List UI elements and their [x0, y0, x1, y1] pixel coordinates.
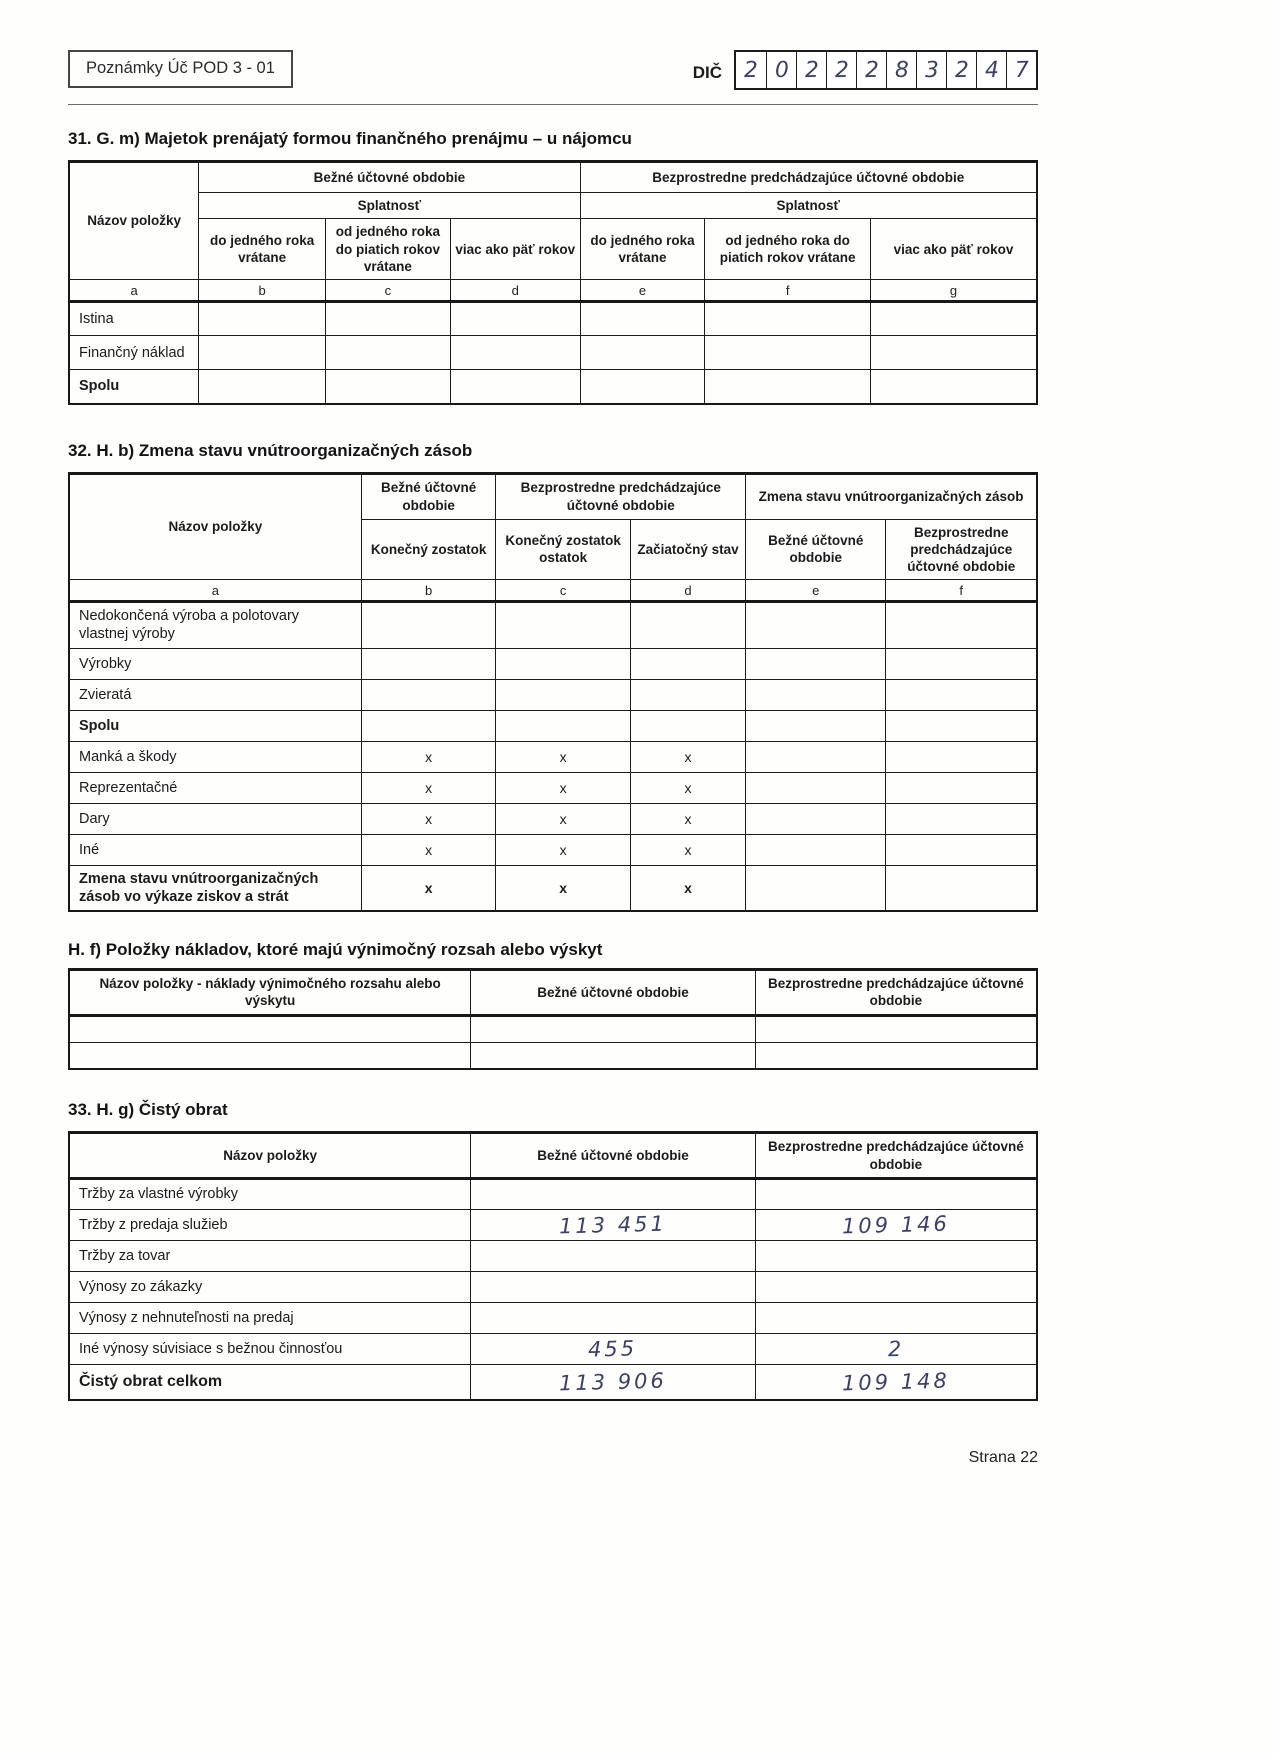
value-cell: [886, 803, 1037, 834]
dic-cell: [796, 52, 826, 88]
x-mark-cell: x: [361, 865, 496, 911]
value-cell: [580, 336, 705, 370]
value-cell: [746, 602, 886, 648]
exceptional-costs-table: [68, 968, 1038, 1071]
value-cell: [471, 1178, 756, 1209]
handwritten-digit: 7: [1014, 57, 1029, 83]
dic-cell: [826, 52, 856, 88]
dic-cell: [766, 52, 796, 88]
col-subheader: viac ako päť rokov: [870, 219, 1037, 280]
x-mark-cell: x: [361, 741, 496, 772]
value-cell: [755, 1333, 1037, 1364]
value-cell: [471, 1364, 756, 1400]
col-subheader: Bežné účtovné obdobie: [746, 519, 886, 580]
row-label: Nedokončená výroba a polotovary vlastnej výroby: [69, 602, 361, 648]
value-cell: [755, 1209, 1037, 1240]
value-cell: [496, 710, 631, 741]
row-label: Zvieratá: [69, 679, 361, 710]
col-header-current-period: Bežné účtovné obdobie: [471, 969, 756, 1015]
value-cell: [870, 302, 1037, 336]
page-content: [68, 50, 1038, 1467]
lease-table: [68, 160, 1038, 405]
value-cell: [630, 602, 745, 648]
col-subheader: od jedného roka do piatich rokov vrátane: [326, 219, 451, 280]
table-row-total: [69, 1364, 1037, 1400]
handwritten-digit: 2: [834, 57, 849, 83]
col-header-current-period: Bežné účtovné obdobie: [471, 1133, 756, 1179]
row-label: Reprezentačné: [69, 772, 361, 803]
x-mark-cell: x: [361, 772, 496, 803]
value-cell: [471, 1015, 756, 1042]
value-cell: [755, 1240, 1037, 1271]
value-cell: [705, 336, 871, 370]
value-cell: [450, 370, 580, 404]
value-cell: [886, 710, 1037, 741]
letter-cell: b: [361, 580, 496, 602]
value-cell: [471, 1333, 756, 1364]
handwritten-digit: 2: [954, 57, 969, 83]
value-cell: [496, 602, 631, 648]
col-group-inventory-change: Zmena stavu vnútroorganizačných zásob: [746, 473, 1037, 519]
row-label: Výnosy z nehnuteľnosti na predaj: [69, 1302, 471, 1333]
value-cell: [870, 336, 1037, 370]
column-letters-row: [69, 280, 1037, 302]
col-header-previous-period: Bezprostredne predchádzajúce účtovné obdobie: [755, 969, 1037, 1015]
value-cell: [886, 602, 1037, 648]
table-row: [69, 834, 1037, 865]
value-cell: [886, 865, 1037, 911]
letter-cell: c: [496, 580, 631, 602]
group-header-row: [69, 473, 1037, 519]
row-label: Tržby z predaja služieb: [69, 1209, 471, 1240]
row-label: Zmena stavu vnútroorganizačných zásob vo výkaze ziskov a strát: [69, 865, 361, 911]
group-header-row: [69, 162, 1037, 193]
letter-cell: a: [69, 280, 199, 302]
col-header-nazov-polozky: Názov položky: [69, 162, 199, 280]
handwritten-value: 113 451: [558, 1211, 668, 1239]
value-cell: [361, 710, 496, 741]
dic-cell: [946, 52, 976, 88]
table-row: [69, 679, 1037, 710]
value-cell: [705, 370, 871, 404]
col-group-current-period: Bežné účtovné obdobie: [199, 162, 580, 193]
col-subheader: Bezprostredne predchádzajúce účtovné obdobie: [886, 519, 1037, 580]
col-group-current-period: Bežné účtovné obdobie: [361, 473, 496, 519]
x-mark-cell: x: [630, 803, 745, 834]
value-cell: [630, 679, 745, 710]
value-cell: [199, 336, 326, 370]
value-cell: [886, 648, 1037, 679]
inventory-change-table: [68, 472, 1038, 912]
value-cell: [746, 803, 886, 834]
row-label: Spolu: [69, 710, 361, 741]
value-cell: [746, 772, 886, 803]
value-cell: [746, 648, 886, 679]
value-cell: [450, 336, 580, 370]
col-header-nazov-polozky: Názov položky: [69, 473, 361, 580]
value-cell: [361, 602, 496, 648]
handwritten-value: 455: [588, 1336, 638, 1362]
letter-cell: b: [199, 280, 326, 302]
letter-cell: e: [580, 280, 705, 302]
handwritten-value: 2: [887, 1336, 905, 1362]
dic-cell: [916, 52, 946, 88]
table-row: [69, 1042, 1037, 1069]
col-header-nazov-polozky: Názov položky: [69, 1133, 471, 1179]
row-label: Výrobky: [69, 648, 361, 679]
handwritten-value: 109 148: [841, 1368, 951, 1396]
handwritten-digit: 2: [864, 57, 879, 83]
x-mark-cell: x: [630, 834, 745, 865]
value-cell: [746, 865, 886, 911]
x-mark-cell: x: [630, 772, 745, 803]
value-cell: [630, 710, 745, 741]
value-cell: [326, 302, 451, 336]
table-row: [69, 1240, 1037, 1271]
value-cell: [746, 710, 886, 741]
table-row: [69, 336, 1037, 370]
row-label: Tržby za tovar: [69, 1240, 471, 1271]
section-33-title: 33. H. g) Čistý obrat: [68, 1100, 228, 1120]
value-cell: [580, 302, 705, 336]
table-row: [69, 1178, 1037, 1209]
value-cell: [326, 370, 451, 404]
col-group-previous-period: Bezprostredne predchádzajúce účtovné obdobie: [580, 162, 1037, 193]
value-cell: [199, 302, 326, 336]
value-cell: [755, 1178, 1037, 1209]
row-label: Iné výnosy súvisiace s bežnou činnosťou: [69, 1333, 471, 1364]
col-header-nazov-polozky: Názov položky - náklady výnimočného rozsahu alebo výskytu: [69, 969, 471, 1015]
letter-cell: f: [705, 280, 871, 302]
dic-cell: [856, 52, 886, 88]
col-header-previous-period: Bezprostredne predchádzajúce účtovné obdobie: [755, 1133, 1037, 1179]
row-label: Finančný náklad: [69, 336, 199, 370]
table-row: [69, 1333, 1037, 1364]
value-cell: [580, 370, 705, 404]
value-cell: [450, 302, 580, 336]
letter-cell: d: [630, 580, 745, 602]
value-cell: [886, 741, 1037, 772]
x-mark-cell: x: [496, 834, 631, 865]
maturity-header-row: [69, 193, 1037, 219]
handwritten-digit: 8: [894, 57, 909, 83]
row-label: Iné: [69, 834, 361, 865]
table-row: [69, 803, 1037, 834]
header-row: [69, 969, 1037, 1015]
table-row: [69, 1209, 1037, 1240]
dic-cell: [976, 52, 1006, 88]
form-title-box: Poznámky Úč POD 3 - 01: [68, 50, 293, 88]
dic-label: DIČ: [692, 63, 722, 82]
col-group-previous-period: Bezprostredne predchádzajúce účtovné obdobie: [496, 473, 746, 519]
handwritten-value: 113 906: [558, 1368, 668, 1396]
handwritten-digit: 0: [774, 57, 789, 83]
row-label: Čistý obrat celkom: [69, 1364, 471, 1400]
value-cell: [630, 648, 745, 679]
x-mark-cell: x: [496, 865, 631, 911]
value-cell: [361, 648, 496, 679]
col-subheader: viac ako päť rokov: [450, 219, 580, 280]
table-row-total: [69, 710, 1037, 741]
x-mark-cell: x: [630, 865, 745, 911]
value-cell: [705, 302, 871, 336]
value-cell: [496, 679, 631, 710]
row-label: Tržby za vlastné výrobky: [69, 1178, 471, 1209]
table-row: [69, 302, 1037, 336]
subheader-row: [69, 219, 1037, 280]
letter-cell: f: [886, 580, 1037, 602]
value-cell: [886, 679, 1037, 710]
value-cell: [746, 741, 886, 772]
row-label: Manká a škody: [69, 741, 361, 772]
handwritten-digit: 2: [804, 57, 819, 83]
page-number: Strana 22: [968, 1449, 1038, 1467]
value-cell: [199, 370, 326, 404]
handwritten-digit: 3: [924, 57, 939, 83]
value-cell: [870, 370, 1037, 404]
row-label: Istina: [69, 302, 199, 336]
value-cell: [471, 1209, 756, 1240]
row-label: [69, 1042, 471, 1069]
row-label: Dary: [69, 803, 361, 834]
col-subheader: od jedného roka do piatich rokov vrátane: [705, 219, 871, 280]
table-row-total: [69, 865, 1037, 911]
handwritten-digit: 4: [984, 57, 999, 83]
net-turnover-table: [68, 1131, 1038, 1401]
value-cell: [361, 679, 496, 710]
value-cell: [746, 679, 886, 710]
value-cell: [886, 834, 1037, 865]
table-row: [69, 648, 1037, 679]
row-label: [69, 1015, 471, 1042]
dic-block: [693, 50, 1038, 90]
value-cell: [755, 1302, 1037, 1333]
x-mark-cell: x: [361, 834, 496, 865]
value-cell: [471, 1240, 756, 1271]
value-cell: [496, 648, 631, 679]
dic-cell: [886, 52, 916, 88]
x-mark-cell: x: [496, 772, 631, 803]
section-31-title: 31. G. m) Majetok prenájatý formou finančného prenájmu – u nájomcu: [68, 129, 632, 148]
dic-digit-boxes: [734, 50, 1038, 90]
dic-cell: [1006, 52, 1036, 88]
value-cell: [755, 1271, 1037, 1302]
col-subheader: Začiatočný stav: [630, 519, 745, 580]
letter-cell: c: [326, 280, 451, 302]
x-mark-cell: x: [361, 803, 496, 834]
maturity-header-current: Splatnosť: [199, 193, 580, 219]
letter-cell: g: [870, 280, 1037, 302]
table-row: [69, 602, 1037, 648]
value-cell: [471, 1042, 756, 1069]
letter-cell: e: [746, 580, 886, 602]
x-mark-cell: x: [496, 803, 631, 834]
header-row: [69, 1133, 1037, 1179]
value-cell: [886, 772, 1037, 803]
col-subheader: Konečný zostatok ostatok: [496, 519, 631, 580]
col-subheader: Konečný zostatok: [361, 519, 496, 580]
table-row-total: [69, 370, 1037, 404]
letter-cell: d: [450, 280, 580, 302]
maturity-header-previous: Splatnosť: [580, 193, 1037, 219]
column-letters-row: [69, 580, 1037, 602]
table-row: [69, 1271, 1037, 1302]
value-cell: [755, 1015, 1037, 1042]
value-cell: [471, 1271, 756, 1302]
x-mark-cell: x: [630, 741, 745, 772]
letter-cell: a: [69, 580, 361, 602]
value-cell: [326, 336, 451, 370]
table-row: [69, 772, 1037, 803]
value-cell: [755, 1364, 1037, 1400]
value-cell: [746, 834, 886, 865]
value-cell: [471, 1302, 756, 1333]
section-hf-title: H. f) Položky nákladov, ktoré majú výnimočný rozsah alebo výskyt: [68, 939, 603, 959]
handwritten-digit: 2: [743, 57, 759, 83]
table-row: [69, 741, 1037, 772]
page-header: [68, 50, 1038, 105]
table-row: [69, 1015, 1037, 1042]
x-mark-cell: x: [496, 741, 631, 772]
col-subheader: do jedného roka vrátane: [580, 219, 705, 280]
row-label: Spolu: [69, 370, 199, 404]
col-subheader: do jedného roka vrátane: [199, 219, 326, 280]
row-label: Výnosy zo zákazky: [69, 1271, 471, 1302]
table-row: [69, 1302, 1037, 1333]
handwritten-value: 109 146: [841, 1211, 951, 1239]
dic-cell: [736, 52, 766, 88]
section-32-title: 32. H. b) Zmena stavu vnútroorganizačných zásob: [68, 440, 473, 460]
value-cell: [755, 1042, 1037, 1069]
